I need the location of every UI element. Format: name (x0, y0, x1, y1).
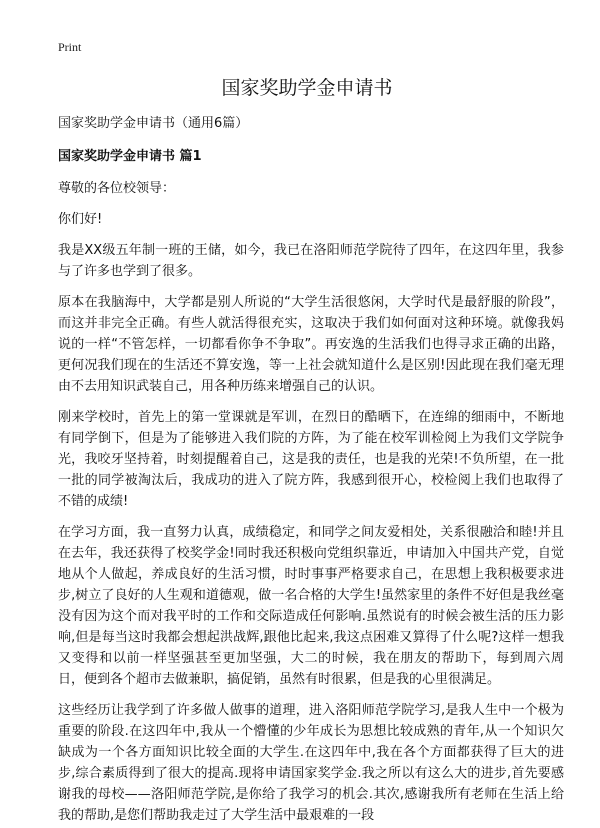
greeting-line: 尊敬的各位校领导： (58, 181, 176, 196)
document-title: 国家奖助学金申请书 (221, 77, 393, 99)
document-subtitle: 国家奖助学金申请书（通用6篇） (58, 116, 249, 131)
body-paragraph: 原本在我脑海中，大学都是别人所说的“大学生活很悠闲，大学时代是最舒服的阶段”，而这并非完全正确。有些人就活得很充实，这取决于我们如何面对这种环境。就像我妈说的一样“不管怎样，一切都看你争不争取”。再安逸的生活我们也得寻求正确的出路，更何况我们现在的生活还不算安逸，等一上社会就知道什么是区别!因此现在我们毫无理由不去用知识武装自己，用各种历练来增强自己的认识。 (58, 295, 564, 394)
body-paragraph: 在学习方面，我一直努力认真，成绩稳定，和同学之间友爱相处，关系很融洽和睦!并且在去年，我还获得了校奖学金!同时我还积极向党组织靠近，申请加入中国共产党，自觉地从个人做起，养成良好的生活习惯，时时事事严格要求自己，在思想上我积极要求进步,树立了良好的人生观和道德观，做一名合格的大学生!虽然家里的条件不好但是我丝毫没有因为这个而对我平时的工作和交际造成任何影响.虽然说有的时候会被生活的压力影响,但是每当这时我都会想起洪战辉,跟他比起来,我这点困难又算得了什么呢?这样一想我又变得和以前一样坚强甚至更加坚强，大二的时候，我在朋友的帮助下，每到周六周日，便到各个超市去做兼职，搞促销，虽然有时很累，但是我的心里很满足。 (58, 525, 564, 687)
salutation-line: 你们好! (58, 212, 103, 227)
section-heading: 国家奖助学金申请书 篇1 (58, 149, 202, 164)
body-paragraph: 这些经历让我学到了许多做人做事的道理，进入洛阳师范学院学习,是我人生中一个极为重要的阶段.在这四年中,我从一个懵懂的少年成长为思想比较成熟的青年,从一个知识欠缺成为一个各方面知识比较全面的大学生.在这四年中,我在各个方面都获得了巨大的进步,综合素质得到了很大的提高.现将申请国家奖学金.我之所以有这么大的进步,首先要感谢我的母校——洛阳师范学院,是你给了我学习的机会.其次,感谢我所有老师在生活上给我的帮助,是您们帮助我走过了大学生活中最艰难的一段 (58, 703, 564, 823)
body-paragraph: 我是XX级五年制一班的王储，如今，我已在洛阳师范学院待了四年，在这四年里，我参与了许多也学到了很多。 (58, 243, 564, 279)
body-paragraph: 刚来学校时，首先上的第一堂课就是军训，在烈日的酷晒下，在连绵的细雨中，不断地有同学倒下，但是为了能够进入我们院的方阵，为了能在校军训检阅上为我们文学院争光，我咬牙坚持着，时刻提醒着自己，这是我的责任，也是我的光荣!不负所望，在一批一批的同学被淘汰后，我成功的进入了院方阵，我感到很开心，校检阅上我们也取得了不错的成绩! (58, 410, 564, 509)
print-link[interactable]: Print (58, 40, 82, 54)
